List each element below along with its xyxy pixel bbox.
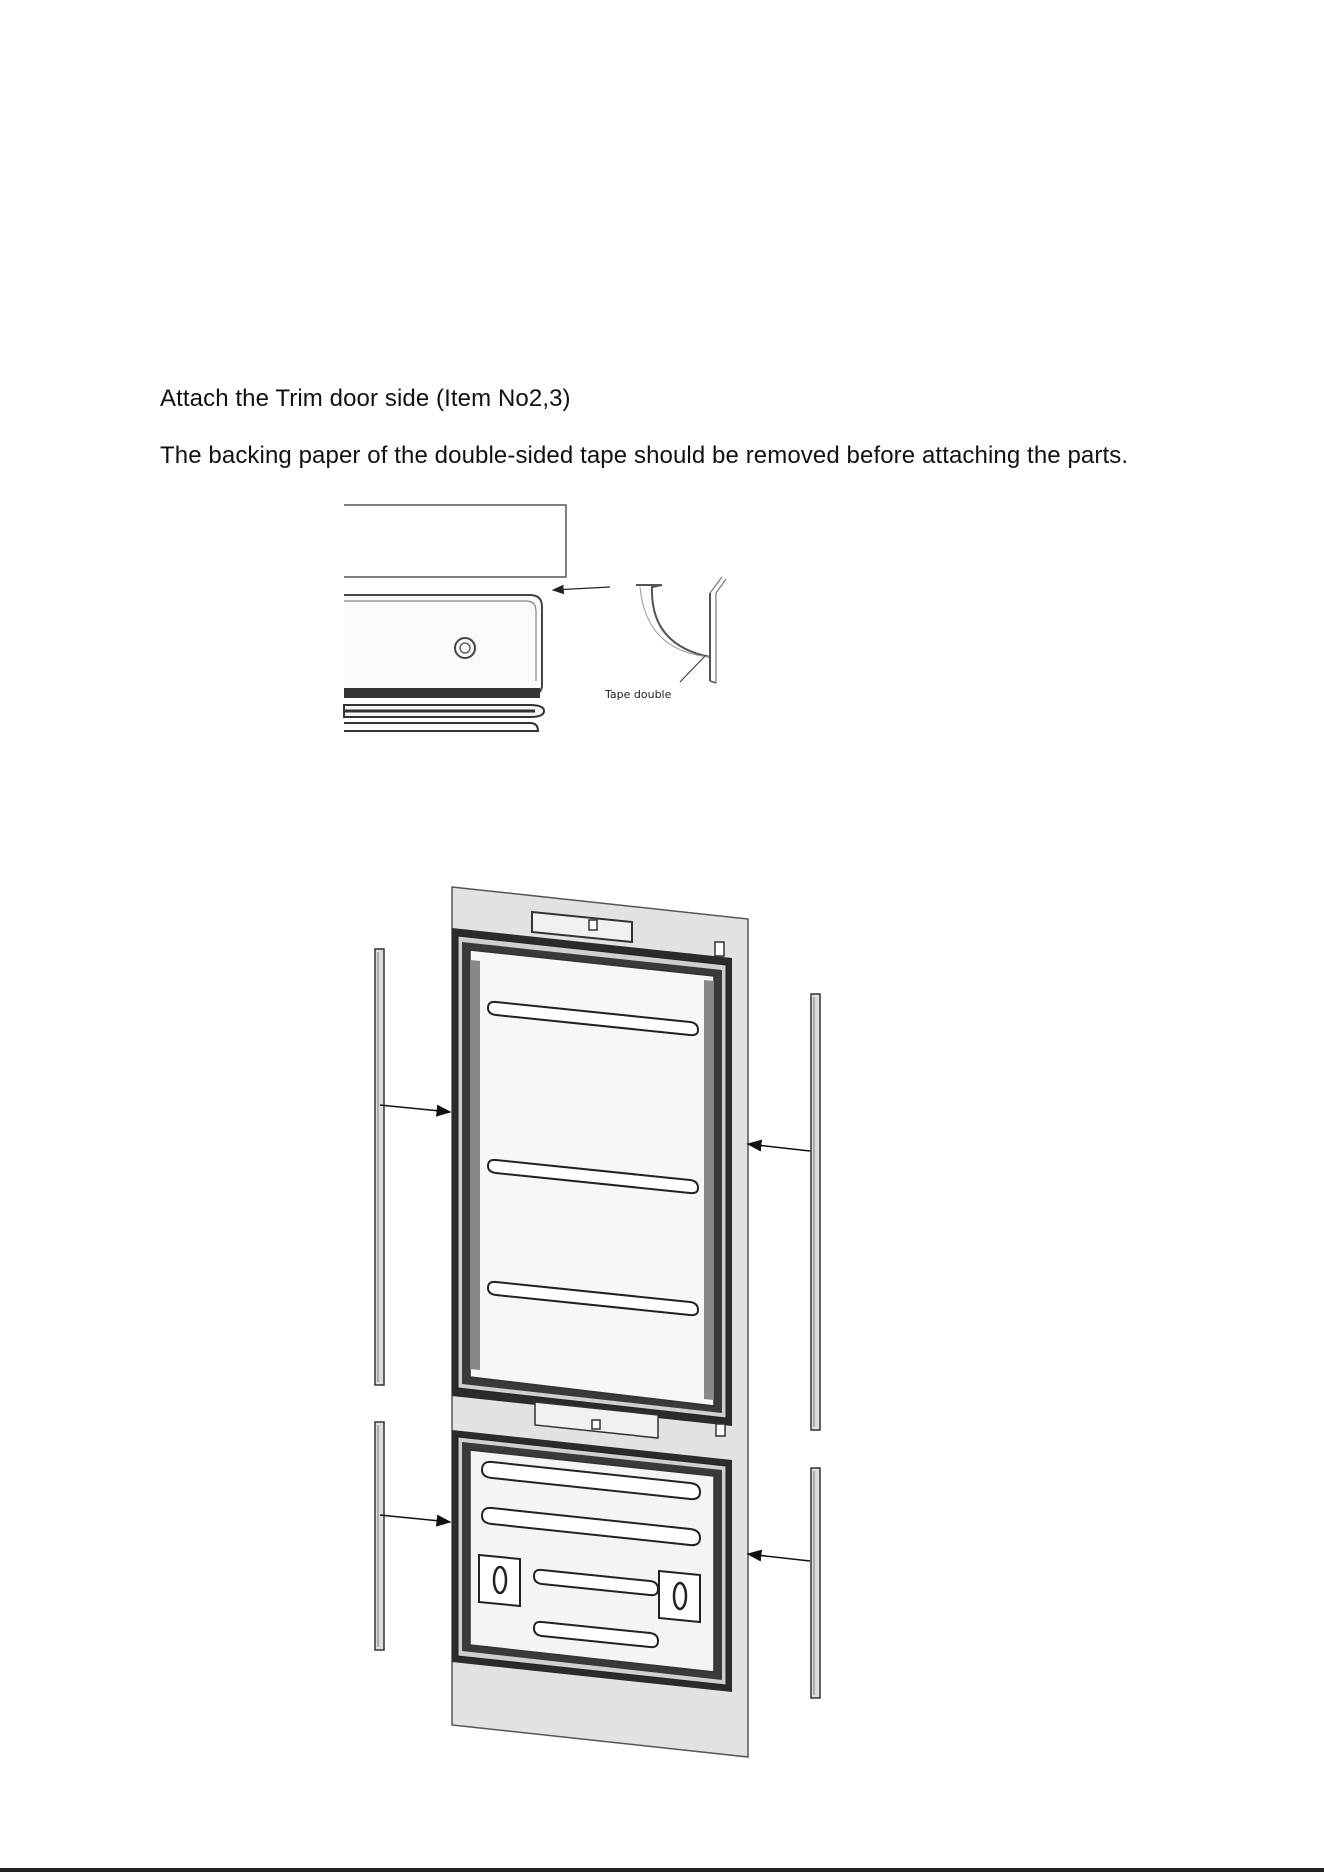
trim-strip-lower-right — [811, 1468, 820, 1698]
trim-detail-illustration — [330, 495, 730, 760]
left-hinge-plate — [479, 1555, 520, 1606]
trim-strip-lower-left — [375, 1422, 384, 1650]
page-bottom-rule — [0, 1868, 1324, 1872]
trim-strip-upper-right — [811, 994, 820, 1430]
door-edge-block — [344, 595, 544, 731]
insert-arrow — [553, 587, 610, 590]
tape-callout-label: Tape double — [605, 688, 672, 701]
arrow-lower-right — [748, 1554, 810, 1561]
right-hinge-plate — [659, 1571, 700, 1622]
lower-door — [452, 1430, 732, 1692]
instruction-text: The backing paper of the double-sided tape should be removed before attaching the parts. — [160, 442, 1129, 469]
upper-panel — [344, 505, 566, 577]
step-heading: Attach the Trim door side (Item No2,3) — [160, 385, 571, 412]
trim-strip-upper-left — [375, 949, 384, 1385]
tape-callout-leader — [680, 655, 706, 682]
arrow-upper-right — [748, 1144, 810, 1151]
trim-profile — [636, 577, 726, 683]
upper-door — [452, 928, 732, 1426]
door-trim-assembly-illustration — [360, 880, 840, 1770]
arrow-upper-left — [380, 1105, 450, 1112]
arrow-lower-left — [380, 1515, 450, 1522]
